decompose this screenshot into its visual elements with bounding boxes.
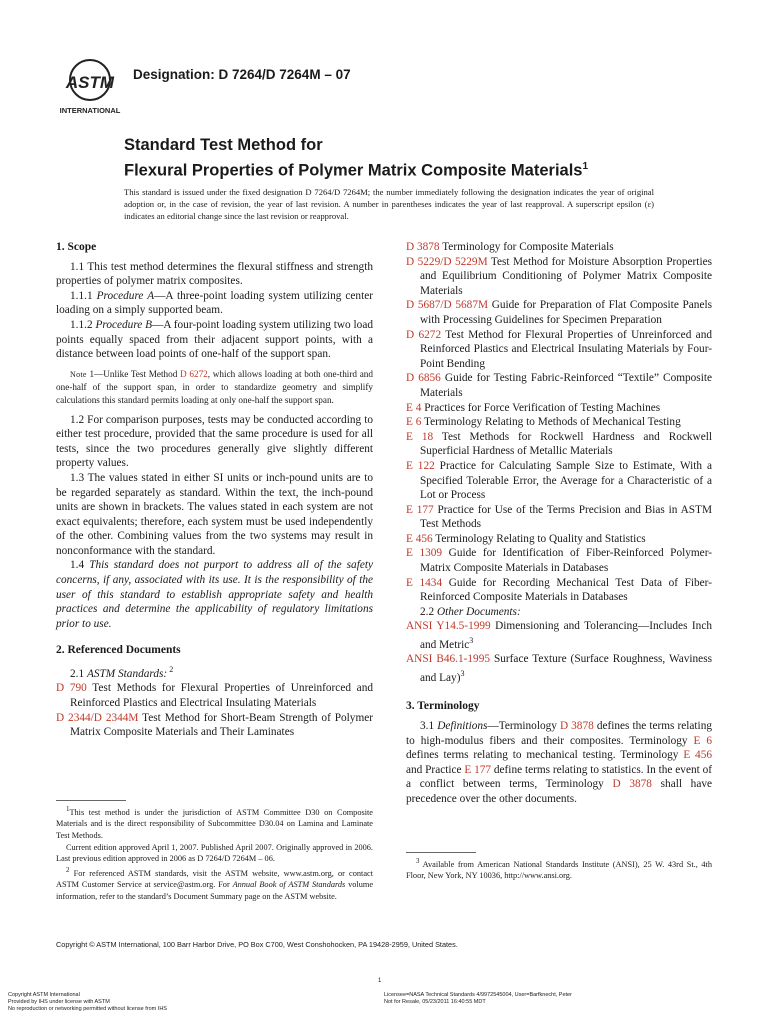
svg-text:ASTM: ASTM xyxy=(65,73,115,92)
section-heading-terminology: 3. Terminology xyxy=(406,700,480,713)
para-1-1: 1.1 This test method determines the flexural stiffness and strength properties of polymer matrix composites. xyxy=(56,260,373,288)
para-1-1-2: 1.1.2 Procedure B—A four-point loading system utilizing two load points equally spaced from their adjacent support points, with a distance between load points of one-half of the support span. xyxy=(56,318,373,361)
para-2-2: 2.2 Other Documents: xyxy=(420,605,521,618)
reference-item: D 6272 Test Method for Flexural Properties of Unreinforced and Reinforced Plastics and Electrical Insulating Materials by Four-Point Bending xyxy=(406,328,712,370)
link-d3878[interactable]: D 3878 xyxy=(559,719,594,732)
para-1-2: 1.2 For comparison purposes, tests may be conducted according to either test procedure, provided that the same procedure is used for all tests, since the two procedures generally give slightly different property values. xyxy=(56,413,373,470)
para-2-1: 2.1 ASTM Standards: $^2$ xyxy=(70,665,174,680)
link-d3878-2[interactable]: D 3878 xyxy=(612,778,652,791)
ref-d790: D 790 Test Methods for Flexural Properties of Unreinforced and Reinforced Plastics and Electrical Insulating Materials xyxy=(56,682,373,709)
reference-link[interactable]: E 6 xyxy=(406,416,422,429)
link-e6[interactable]: E 6 xyxy=(693,734,713,747)
title-line-1: Standard Test Method for xyxy=(124,136,323,154)
footnote-1b: Current edition approved April 1, 2007. Published April 2007. Originally approved in 2006. Last previous edition approved in 2006 as D 7264/D 7264M – 06. xyxy=(56,842,373,864)
ref-ansi-y14: ANSI Y14.5-1999 Dimensioning and Tolerancing—Includes Inch and Metric$^3$ xyxy=(406,620,712,651)
reference-link[interactable]: E 456 xyxy=(406,532,433,545)
reference-item: E 122 Practice for Calculating Sample Size to Estimate, With a Specified Tolerable Error, the Average for a Characteristic of a Lot or Process xyxy=(406,459,713,502)
para-1-4: 1.4 This standard does not purport to address all of the safety concerns, if any, associated with its use. It is the responsibility of the user of this standard to establish appropriate safety and health practices and determine the applicability of regulatory limitations prior to use. xyxy=(56,559,373,630)
left-column xyxy=(56,240,373,740)
para-1-1-1: 1.1.1 Procedure A—A three-point loading system utilizing center loading on a simply supported beam. xyxy=(56,289,373,317)
reference-item: E 177 Practice for Use of the Terms Precision and Bias in ASTM Test Methods xyxy=(406,503,712,531)
reference-link[interactable]: E 18 xyxy=(406,430,434,443)
reference-link[interactable]: D 5687/D 5687M xyxy=(406,299,489,312)
link-e177[interactable]: E 177 xyxy=(464,763,492,776)
footnote-divider xyxy=(406,852,476,853)
link-d2344[interactable]: D 2344/D 2344M xyxy=(56,711,139,724)
logo-text: INTERNATIONAL xyxy=(59,106,121,115)
reference-item: D 5687/D 5687M Guide for Preparation of Flat Composite Panels with Processing Guidelines for Specimen Preparation xyxy=(406,299,712,326)
ref-d2344: D 2344/D 2344M Test Method for Short-Beam Strength of Polymer Matrix Composite Materials and Their Laminates xyxy=(56,711,374,739)
para-1-3: 1.3 The values stated in either SI units or inch-pound units are to be regarded separately as standard. Within the text, the inch-pound units are shown in brackets. The values stated in each system are not exact equivalents; therefore, each system must be used independently of the other. Combining values from the two systems may result in nonconformance with the standard. xyxy=(56,471,373,557)
reference-item: E 6 Terminology Relating to Methods of Mechanical Testing xyxy=(406,416,681,429)
note-1: Note 1—Unlike Test Method D 6272, which allows loading at both one-third and one-half of the support span, in order to standardize geometry and simplify calculations this standard permits loading at only one-half the support span. xyxy=(56,368,373,405)
link-d790[interactable]: D 790 xyxy=(56,682,87,695)
link-e456[interactable]: E 456 xyxy=(683,749,713,762)
reference-item: E 456 Terminology Relating to Quality and Statistics xyxy=(406,532,646,545)
reference-link[interactable]: E 177 xyxy=(406,503,434,516)
reference-link[interactable]: D 5229/D 5229M xyxy=(406,255,488,268)
reference-item: D 5229/D 5229M Test Method for Moisture Absorption Properties and Equilibrium Conditioning of Polymer Matrix Composite Materials xyxy=(406,255,712,297)
copyright-line: Copyright © ASTM International, 100 Barr Harbor Drive, PO Box C700, West Conshohocken, PA 19428-2959, United States. xyxy=(56,940,458,949)
reference-item: D 6856 Guide for Testing Fabric-Reinforced “Textile” Composite Materials xyxy=(406,372,712,399)
footnotes-right xyxy=(406,856,712,882)
reference-item: E 1434 Guide for Recording Mechanical Test Data of Fiber-Reinforced Composite Materials in Databases xyxy=(406,576,712,604)
reference-item: E 4 Practices for Force Verification of Testing Machines xyxy=(406,401,661,414)
reference-link[interactable]: D 6272 xyxy=(406,328,442,341)
reference-link[interactable]: D 3878 xyxy=(406,241,440,253)
para-3-1: 3.1 Definitions—Terminology D 3878 defines the terms relating to high-modulus fibers and their composites. Terminology E 6 defines terms relating to mechanical testing. Terminology E 456 and Practice E 177 define terms relating to statistics. In the event of a conflict between terms, Terminology D 3878 shall have precedence over the other documents. xyxy=(406,719,713,805)
reference-item: D 3878 Terminology for Composite Materials xyxy=(406,241,614,253)
reference-link[interactable]: E 1434 xyxy=(406,576,443,589)
footnote-3: $^3$ Available from American National Standards Institute (ANSI), 25 W. 43rd St., 4th Floor, New York, NY 10036, http://www.ansi.org. xyxy=(406,858,712,881)
page-number: 1 xyxy=(378,978,382,984)
footnote-2: $^2$ For referenced ASTM standards, visit the ASTM website, www.astm.org, or contact ASTM Customer Service at service@astm.org. For Annual Book of ASTM Standards volume information, refer to the standard’s Document Summary page on the ASTM website. xyxy=(56,866,374,901)
license-left: Copyright ASTM International Provided by IHS under license with ASTM No reproduction or networking permitted without license from IHS xyxy=(8,992,167,1012)
section-heading-referenced: 2. Referenced Documents xyxy=(56,644,181,657)
section-heading-scope: 1. Scope xyxy=(56,241,97,253)
link-ansi-b46[interactable]: ANSI B46.1-1995 xyxy=(406,653,490,666)
right-column xyxy=(406,240,712,807)
astm-logo xyxy=(54,58,126,118)
reference-link[interactable]: E 122 xyxy=(406,459,435,472)
designation: Designation: D 7264/D 7264M – 07 xyxy=(133,67,351,82)
reference-list xyxy=(406,240,712,605)
ref-ansi-b46: ANSI B46.1-1995 Surface Texture (Surface Roughness, Waviness and Lay)$^3$ xyxy=(406,653,712,684)
standard-intro: This standard is issued under the fixed designation D 7264/D 7264M; the number immediately following the designation indicates the year of original adoption or, in the case of revision, the year of last revision. A number in parentheses indicates the year of last reapproval. A superscript epsilon (ε) indicates an editorial change since the last revision or reapproval. xyxy=(124,187,654,222)
footnotes-left xyxy=(56,804,373,902)
reference-link[interactable]: E 1309 xyxy=(406,547,443,560)
document-title xyxy=(124,135,588,182)
link-d6272[interactable]: D 6272 xyxy=(180,368,208,379)
license-right: Licensee=NASA Technical Standards 4/9972545004, User=Barfknecht, Peter Not for Resale, 05/23/2011 16:40:55 MDT xyxy=(384,992,572,1005)
reference-item: E 1309 Guide for Identification of Fiber-Reinforced Polymer-Matrix Composite Materials in Databases xyxy=(406,547,712,575)
title-line-2: Flexural Properties of Polymer Matrix Composite Materials$^1$ xyxy=(124,161,589,180)
link-ansi-y14[interactable]: ANSI Y14.5-1999 xyxy=(406,620,491,633)
reference-link[interactable]: E 4 xyxy=(406,401,422,414)
reference-link[interactable]: D 6856 xyxy=(406,372,441,385)
footnote-divider xyxy=(56,800,126,801)
reference-item: E 18 Test Methods for Rockwell Hardness and Rockwell Superficial Hardness of Metallic Materials xyxy=(406,430,712,458)
footnote-1: $^1$This test method is under the jurisdiction of ASTM Committee D30 on Composite Materials and is the direct responsibility of Subcommittee D30.04 on Lamina and Laminate Test Methods. xyxy=(56,806,373,840)
title-footnote-mark: 1 xyxy=(582,161,589,172)
